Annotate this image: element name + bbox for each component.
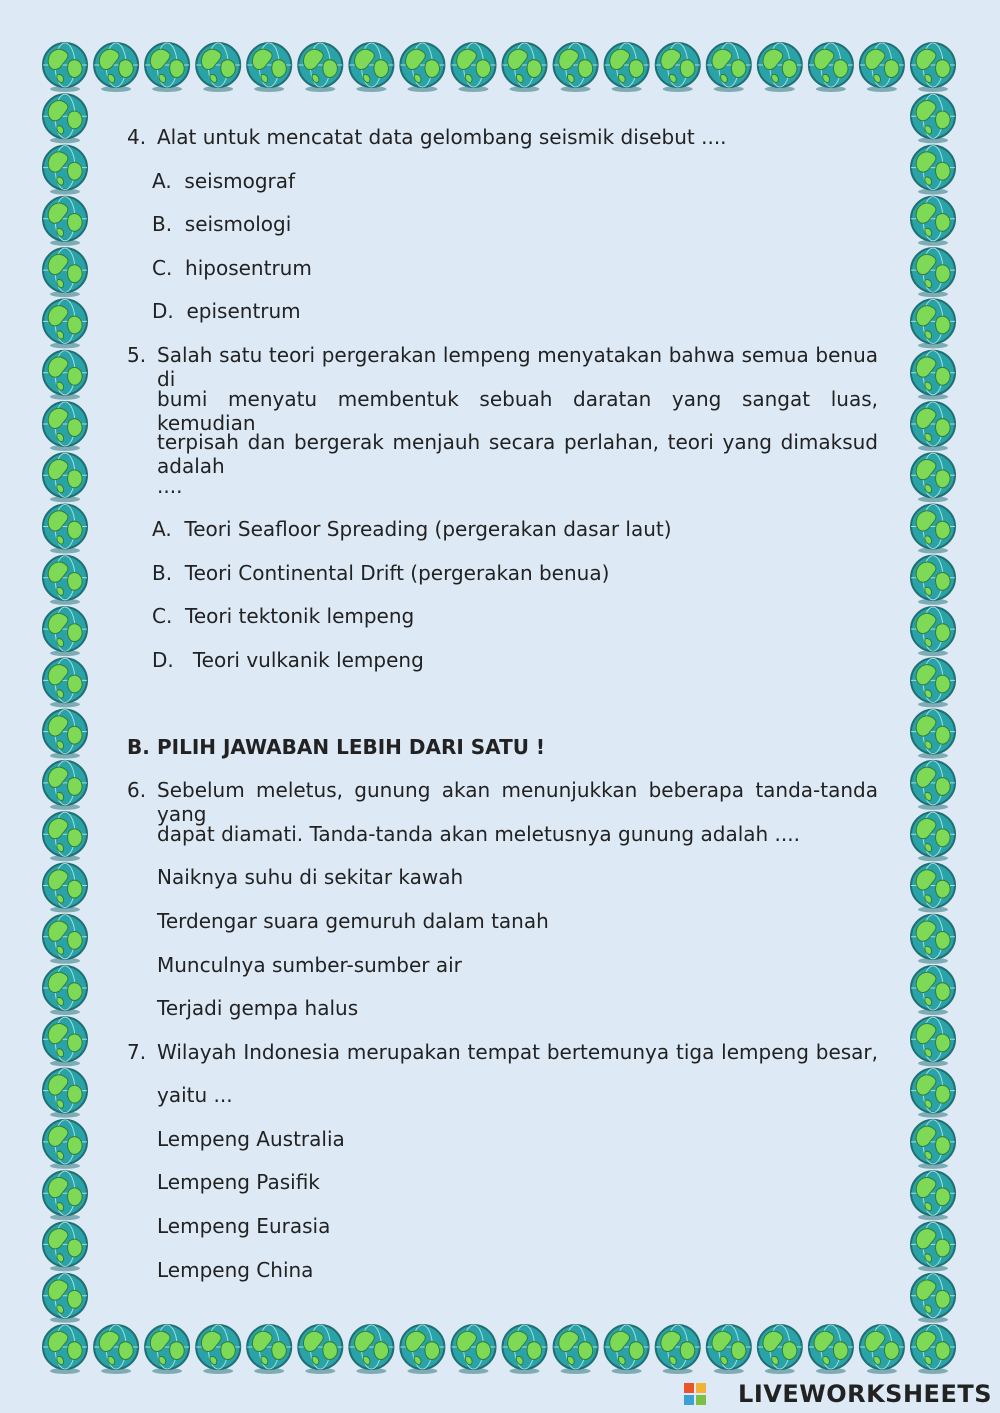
- question-6-number: 6.: [127, 778, 147, 802]
- globe-icon: [911, 607, 955, 656]
- globe-icon: [911, 43, 955, 92]
- globe-icon: [43, 146, 87, 195]
- globe-icon: [43, 299, 87, 348]
- globe-icon: [656, 1325, 700, 1374]
- question-5-line-4: ....: [157, 474, 183, 498]
- globe-icon: [656, 43, 700, 92]
- globe-icon: [758, 43, 802, 92]
- globe-icon: [43, 658, 87, 707]
- globe-icon: [43, 607, 87, 656]
- globe-icon: [43, 1017, 87, 1066]
- q5-option-b[interactable]: B. Teori Continental Drift (pergerakan benua): [152, 561, 610, 585]
- globe-icon: [911, 812, 955, 861]
- globe-icon: [860, 43, 904, 92]
- globe-icon: [911, 1069, 955, 1118]
- globe-icon: [911, 505, 955, 554]
- globe-icon: [911, 1222, 955, 1271]
- globe-icon: [911, 453, 955, 502]
- q4-option-d[interactable]: D. episentrum: [152, 299, 301, 323]
- q5-option-a[interactable]: A. Teori Seafloor Spreading (pergerakan dasar laut): [152, 517, 672, 541]
- globe-icon: [43, 1222, 87, 1271]
- globe-icon: [43, 197, 87, 246]
- liveworksheets-logo-icon: [684, 1383, 706, 1405]
- globe-icon: [43, 248, 87, 297]
- globe-icon: [43, 1069, 87, 1118]
- section-b-title: PILIH JAWABAN LEBIH DARI SATU !: [157, 735, 546, 759]
- globe-icon: [43, 1120, 87, 1169]
- globe-icon: [503, 43, 547, 92]
- globe-icon: [43, 1171, 87, 1220]
- q7-choice-1[interactable]: Lempeng Australia: [157, 1127, 345, 1151]
- q7-choice-3[interactable]: Lempeng Eurasia: [157, 1214, 331, 1238]
- globe-icon: [43, 710, 87, 759]
- globe-icon: [43, 556, 87, 605]
- globe-icon: [43, 351, 87, 400]
- globe-icon: [860, 1325, 904, 1374]
- globe-icon: [911, 1274, 955, 1323]
- globe-icon: [247, 43, 291, 92]
- globe-icon: [43, 94, 87, 143]
- globe-icon: [43, 43, 87, 92]
- globe-icon: [911, 556, 955, 605]
- globe-icon: [707, 1325, 751, 1374]
- globe-icon: [298, 43, 342, 92]
- q4-option-c[interactable]: C. hiposentrum: [152, 256, 312, 280]
- globe-icon: [43, 864, 87, 913]
- globe-icon: [911, 658, 955, 707]
- globe-icon: [758, 1325, 802, 1374]
- globe-icon: [43, 402, 87, 451]
- globe-icon: [809, 1325, 853, 1374]
- globe-icon: [911, 1171, 955, 1220]
- globe-icon: [43, 453, 87, 502]
- q5-option-d[interactable]: D. Teori vulkanik lempeng: [152, 648, 424, 672]
- globe-icon: [911, 864, 955, 913]
- question-4-text: Alat untuk mencatat data gelombang seismik disebut ....: [157, 125, 727, 149]
- globe-icon: [298, 1325, 342, 1374]
- globe-icon: [911, 197, 955, 246]
- globe-icon: [349, 43, 393, 92]
- globe-icon: [43, 812, 87, 861]
- globe-icon: [196, 1325, 240, 1374]
- question-4-number: 4.: [127, 125, 147, 149]
- globe-icon: [349, 1325, 393, 1374]
- question-7-line-2: yaitu ...: [157, 1083, 233, 1107]
- globe-icon: [911, 1017, 955, 1066]
- globe-icon: [247, 1325, 291, 1374]
- globe-icon: [911, 966, 955, 1015]
- globe-icon: [196, 43, 240, 92]
- section-b-letter: B.: [127, 735, 150, 759]
- q7-choice-2[interactable]: Lempeng Pasifik: [157, 1170, 320, 1194]
- globe-icon: [911, 351, 955, 400]
- question-7-number: 7.: [127, 1040, 147, 1064]
- globe-icon: [911, 1120, 955, 1169]
- globe-icon: [554, 1325, 598, 1374]
- question-5-line-3: terpisah dan bergerak menjauh secara perlahan, teori yang dimaksud adalah: [157, 430, 878, 478]
- question-5-line-1: Salah satu teori pergerakan lempeng menyatakan bahwa semua benua di: [157, 343, 878, 391]
- globe-icon: [911, 761, 955, 810]
- globe-icon: [43, 761, 87, 810]
- globe-icon: [911, 915, 955, 964]
- globe-icon: [43, 915, 87, 964]
- question-5-number: 5.: [127, 343, 147, 367]
- globe-icon: [43, 966, 87, 1015]
- globe-icon: [911, 299, 955, 348]
- globe-icon: [605, 1325, 649, 1374]
- question-6-line-2: dapat diamati. Tanda-tanda akan meletusnya gunung adalah ....: [157, 822, 800, 846]
- globe-icon: [554, 43, 598, 92]
- globe-icon: [707, 43, 751, 92]
- globe-icon: [94, 43, 138, 92]
- globe-icon: [43, 505, 87, 554]
- globe-icon: [911, 248, 955, 297]
- globe-icon: [43, 1325, 87, 1374]
- q6-choice-3[interactable]: Munculnya sumber-sumber air: [157, 953, 462, 977]
- globe-icon: [911, 402, 955, 451]
- globe-icon: [43, 1274, 87, 1323]
- globe-icon: [145, 43, 189, 92]
- q7-choice-4[interactable]: Lempeng China: [157, 1258, 314, 1282]
- liveworksheets-watermark[interactable]: LIVEWORKSHEETS: [738, 1380, 992, 1408]
- globe-icon: [400, 1325, 444, 1374]
- question-7-line-1: Wilayah Indonesia merupakan tempat bertemunya tiga lempeng besar,: [157, 1040, 878, 1064]
- globe-icon: [911, 94, 955, 143]
- q6-choice-4[interactable]: Terjadi gempa halus: [157, 996, 359, 1020]
- globe-icon: [605, 43, 649, 92]
- globe-icon: [94, 1325, 138, 1374]
- q4-option-b[interactable]: B. seismologi: [152, 212, 292, 236]
- globe-icon: [911, 1325, 955, 1374]
- question-6-line-1: Sebelum meletus, gunung akan menunjukkan beberapa tanda-tanda yang: [157, 778, 878, 826]
- globe-icon: [809, 43, 853, 92]
- q4-option-a[interactable]: A. seismograf: [152, 169, 296, 193]
- globe-icon: [452, 1325, 496, 1374]
- q5-option-c[interactable]: C. Teori tektonik lempeng: [152, 604, 415, 628]
- globe-icon: [911, 710, 955, 759]
- globe-icon: [911, 146, 955, 195]
- q6-choice-1[interactable]: Naiknya suhu di sekitar kawah: [157, 865, 464, 889]
- globe-icon: [452, 43, 496, 92]
- globe-icon: [145, 1325, 189, 1374]
- question-5-line-2: bumi menyatu membentuk sebuah daratan yang sangat luas, kemudian: [157, 387, 878, 435]
- globe-icon: [503, 1325, 547, 1374]
- globe-icon: [400, 43, 444, 92]
- q6-choice-2[interactable]: Terdengar suara gemuruh dalam tanah: [157, 909, 549, 933]
